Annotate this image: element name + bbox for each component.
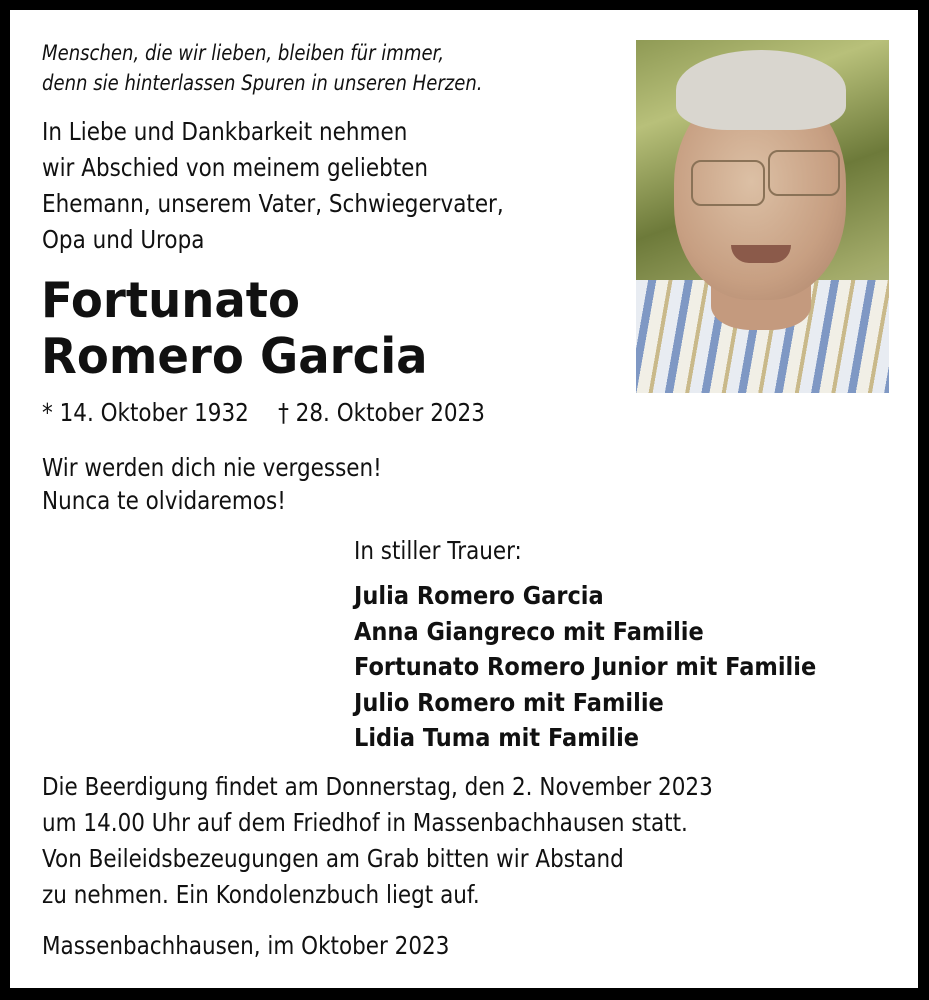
death-date: † 28. Oktober 2023 — [278, 398, 485, 427]
mourner-name: Lidia Tuma mit Familie — [354, 723, 640, 752]
mourner-name: Fortunato Romero Junior mit Familie — [354, 652, 817, 681]
farewell-line: Ehemann, unserem Vater, Schwiegervater, — [42, 189, 504, 218]
deceased-first-name: Fortunato — [41, 272, 301, 329]
funeral-info-line: zu nehmen. Ein Kondolenzbuch liegt auf. — [42, 880, 480, 909]
deceased-last-name: Romero Garcia — [41, 328, 428, 385]
farewell-line: Opa und Uropa — [42, 225, 205, 254]
funeral-info — [42, 769, 713, 913]
glasses-icon — [768, 150, 840, 196]
obituary-notice — [10, 10, 918, 988]
mourners-list — [354, 578, 816, 756]
mourners-heading: In stiller Trauer: — [354, 536, 522, 565]
funeral-info-line: Die Beerdigung findet am Donnerstag, den 2. November 2023 — [42, 772, 713, 801]
place-and-date: Massenbachhausen, im Oktober 2023 — [42, 931, 450, 960]
intro-quote-line: Menschen, die wir lieben, bleiben für immer, — [42, 41, 445, 65]
life-dates — [42, 395, 485, 431]
glasses-icon — [691, 160, 765, 206]
portrait-photo — [636, 40, 889, 393]
mourner-name: Anna Giangreco mit Familie — [354, 616, 704, 646]
remembrance-line-german: Wir werden dich nie vergessen! — [42, 453, 382, 482]
remembrance-line-spanish: Nunca te olvidaremos! — [42, 486, 286, 515]
mourner-name: Julia Romero Garcia — [354, 581, 604, 610]
funeral-info-line: um 14.00 Uhr auf dem Friedhof in Massenbachhausen statt. — [42, 808, 688, 837]
remembrance-text — [42, 451, 382, 517]
intro-quote — [42, 38, 483, 98]
mourner-name: Julio Romero mit Familie — [354, 687, 664, 717]
farewell-line: In Liebe und Dankbarkeit nehmen — [42, 117, 408, 146]
smile-shape — [731, 245, 791, 263]
deceased-name — [41, 273, 428, 385]
farewell-text — [42, 114, 504, 258]
hair-shape — [676, 50, 846, 130]
funeral-info-line: Von Beileidsbezeugungen am Grab bitten wir Abstand — [42, 844, 624, 873]
farewell-line: wir Abschied von meinem geliebten — [42, 153, 429, 182]
birth-date: * 14. Oktober 1932 — [42, 398, 249, 427]
intro-quote-line: denn sie hinterlassen Spuren in unseren Herzen. — [42, 71, 483, 95]
